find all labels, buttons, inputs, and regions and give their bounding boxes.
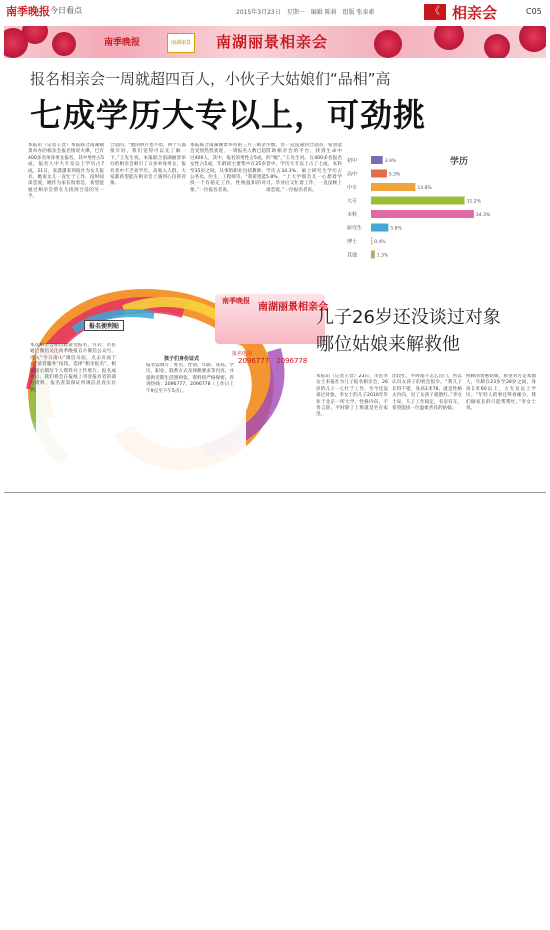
phone-label: 报名电话 (232, 351, 253, 357)
chart-bar (371, 210, 474, 218)
chart-bar (371, 224, 388, 232)
chart-category-label: 研究生 (347, 225, 363, 232)
masthead-logo: 南季晚报 (6, 5, 50, 18)
chart-value-label: 14.8% (417, 186, 432, 191)
chart-value-label: 31.2% (466, 199, 481, 205)
education-bar-chart (345, 146, 525, 266)
page-number: C05 (526, 7, 542, 16)
banner-newspaper-logo: 南季晚报 (104, 38, 141, 48)
chart-category-label: 大专 (347, 198, 358, 205)
section-title: 相亲会 (452, 4, 498, 22)
chart-bar (371, 251, 375, 259)
signup-info-subhead: 孩子们身份证式 (164, 356, 200, 362)
chart-value-label: 0.4% (374, 240, 386, 245)
chart-value-label: 5.3% (388, 172, 401, 178)
article2-column-2: 比较忙，平时都不怎么出门，所以认识女孩子的机会很少。“我儿子长得不错，身高1米78，就是性格太内向，见了女孩子就脸红。”李女士说，儿子工作稳定，有房有车，希望能找一位温柔善良的姑娘。 (392, 374, 462, 412)
chart-value-label: 1.3% (376, 253, 389, 259)
chart-value-label: 5.8% (390, 226, 402, 232)
page-bottom-rule (4, 492, 546, 493)
article1-headline: 七成学历大专以上，可劲挑 (30, 96, 427, 134)
article1-column-3: 本报联合南湖丽景举办的三月三相亲会受到热烈欢迎，一周报名人数已超过400人，其中，报名的男性占5成，女性占5成，年龄段主要集中在25岁至35岁之间，从事的职业包括教师、公务员、医生、工程师等，“我希望能找一个有稳定工作、性格温和的对象。”一位报名者说。 (190, 143, 266, 193)
chart-bar (371, 183, 415, 191)
dateline: 2015年3月23日 星期一 编辑 陈莉 组版 张泰素 (236, 9, 375, 16)
article2-headline-line1: 儿子26岁还没谈过对象 (316, 307, 501, 328)
signup-info-column-2: 报名需填写：姓名、性别、年龄、身高、学历、职业、联系方式及择偶要求等内容，并提供近期生活照两张，资料将严格保密。咨询热线：2096777、2096778（工作日上午9点至下午5点）。 (146, 363, 234, 394)
signup-info-column: 本次相亲会即日起接受报名，方式：市民通过微信关注南季晚报官方微信公众号，进入“今日南山”微信页面，点击页面下方“读者服务”按钮，选择“相亲报名”，根据提示填写个人资料并上传照片。报名成功后，我们将会在报纸上刊登报名者的部分资料，报名者需保证所填信息真实有效。 (30, 343, 116, 393)
article1-column-2: 合适的。“他的照片也不错，两个人都很年轻，我们觉得可以先了解一下。”王先生说。本报联合南湖丽景举办的相亲会吸引了众多单身男女，报名者中不乏高学历、高收入人群，大家都希望能在相亲会上遇到心仪的对象。 (110, 143, 186, 187)
chart-value-label: 3.9% (384, 159, 397, 164)
article2-column-1: 本报讯（记者王萱）23日，市民李女士来报社为儿子报名相亲会，26岁的儿子一心忙于工作，至今还没谈过对象。李女士的儿子2010年毕业于北京一所大学，性格内向，不善言辞，平时除了上班就是宅在家里。 (316, 374, 388, 418)
chart-category-label: 其他 (347, 252, 358, 259)
chart-value-label: 34.3% (475, 213, 491, 218)
chart-bar (371, 197, 465, 205)
article1-column-1: 本报讯（记者王萱）本报联合南湖丽景举办的相亲会报名情况火爆，已有400多名单身男女报名，其中男性占5成，报名人中大专及以上学历占7成。21日，张潇潇来到报社为女儿报名，她说女儿一直忙于工作，没时间谈恋爱，她作为家长很着急，希望能通过相亲会帮女儿找到合适的另一半。 (28, 143, 104, 200)
banner-title: 南湖丽景相亲会 (216, 33, 329, 51)
banner-partner-logo: 南湖丽景 (167, 33, 195, 53)
rose-decoration (484, 34, 510, 58)
article1-column-4: 少数，但一直没遇到合适的，希望能借助相亲会的平台，找到生命中的“她”。”王先生说。在400多名报名者中，学历大专以上占了七成，本科学历占34.3%，硕士研究生学历占5.8%，“上大学那会儿一心想着学习，毕业后又忙着工作，一直没顾上谈恋爱。”一位报名者说。 (266, 143, 342, 193)
banner (4, 26, 546, 58)
partner-event-title: 南湖丽景相亲会 (258, 302, 328, 313)
top-bar (0, 0, 550, 24)
article2-column-3: 照顾的贤惠姑娘，希望对方是本地人，年龄在23岁至28岁之间，身高1米60以上，大专及以上学历。“年轻人的事还得看缘分，我们做家长的只能帮帮忙。”李女士说。 (466, 374, 536, 412)
section-tag-icon: 《 (424, 4, 446, 20)
rose-decoration (434, 26, 464, 50)
chart-category-label: 本科 (347, 212, 358, 218)
chart-bar (371, 170, 387, 178)
partner-newspaper-logo: 南季晚报 (222, 297, 250, 305)
chart-bar (371, 237, 372, 245)
chart-category-label: 高中 (347, 171, 358, 178)
article1-subhead: 报名相亲会一周就超四百人，小伙子大姑娘们“品相”高 (30, 70, 391, 88)
phone-numbers: 2096777 2096778 (238, 357, 308, 365)
article2-headline-line2: 哪位姑娘来解救他 (316, 334, 460, 355)
rose-decoration (374, 30, 402, 58)
rose-decoration (52, 32, 76, 56)
masthead-subtitle: 今日看点 (50, 6, 82, 15)
chart-bar (371, 156, 383, 164)
chart-title: 学历 (450, 157, 469, 167)
chart-category-label: 初中 (347, 158, 358, 164)
chart-category-label: 中专 (347, 185, 358, 191)
chart-category-label: 博士 (347, 239, 358, 245)
rose-decoration (519, 26, 546, 52)
signup-box-label: 报名便利贴 (84, 320, 124, 331)
